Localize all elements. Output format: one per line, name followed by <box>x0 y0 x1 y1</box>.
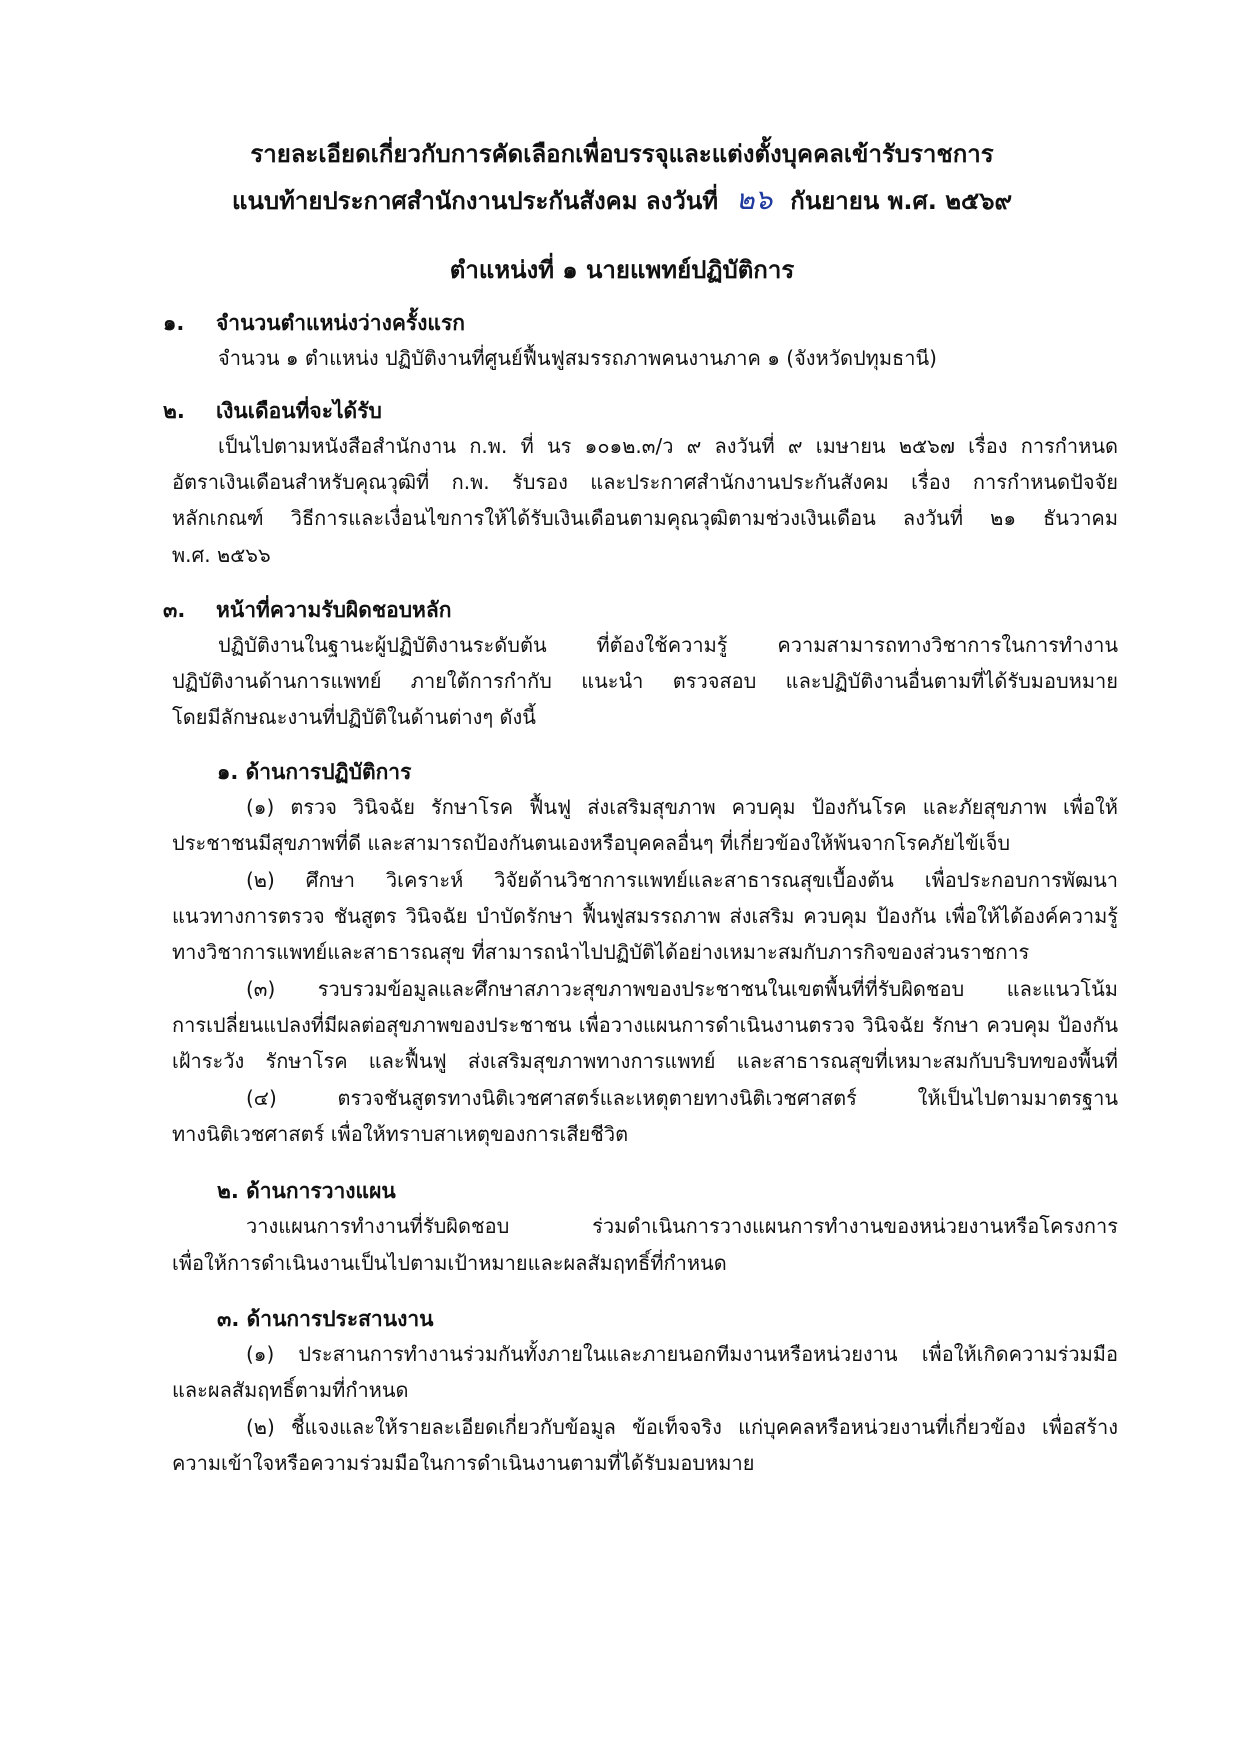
paragraph-line: ความเข้าใจหรือความร่วมมือในการดำเนินงานตามที่ได้รับมอบหมาย <box>172 1451 755 1475</box>
document-title-line-1: รายละเอียดเกี่ยวกับการคัดเลือกเพื่อบรรจุและแต่งตั้งบุคคลเข้ารับราชการ <box>250 140 994 168</box>
paragraph-line: ประชาชนมีสุขภาพที่ดี และสามารถป้องกันตนเองหรือบุคคลอื่นๆ ที่เกี่ยวข้องให้พ้นจากโรคภัยไข้เจ็บ <box>172 831 1011 855</box>
paragraph-line: โดยมีลักษณะงานที่ปฏิบัติในด้านต่างๆ ดังนี้ <box>172 705 536 729</box>
paragraph-line: (๒) ศึกษา วิเคราะห์ วิจัยด้านวิชาการแพทย์และสาธารณสุขเบื้องต้น เพื่อประกอบการพัฒนา <box>246 868 1118 892</box>
paragraph-line: (๑) ประสานการทำงานร่วมกันทั้งภายในและภายนอกทีมงานหรือหน่วยงาน เพื่อให้เกิดความร่วมมือ <box>246 1342 1118 1366</box>
paragraph-line: วางแผนการทำงานที่รับผิดชอบ ร่วมดำเนินการวางแผนการทำงานของหน่วยงานหรือโครงการ <box>246 1214 1118 1238</box>
section-number: ๑. <box>163 311 185 335</box>
paragraph-line: (๓) รวบรวมข้อมูลและศึกษาสภาวะสุขภาพของประชาชนในเขตพื้นที่ที่รับผิดชอบ และแนวโน้ม <box>246 977 1118 1001</box>
paragraph-line: พ.ศ. ๒๕๖๖ <box>172 543 271 567</box>
handwritten-day: ๒๖ <box>736 183 773 216</box>
paragraph-line: ทางวิชาการแพทย์และสาธารณสุข ที่สามารถนำไปปฏิบัติได้อย่างเหมาะสมกับภารกิจของส่วนราชการ <box>172 940 1030 964</box>
paragraph-line: เป็นไปตามหนังสือสำนักงาน ก.พ. ที่ นร ๑๐๑๒.๓/ว ๙ ลงวันที่ ๙ เมษายน ๒๕๖๗ เรื่อง การกำหนด <box>218 434 1118 458</box>
subsection-heading-coordination: ๓. ด้านการประสานงาน <box>217 1307 434 1331</box>
paragraph-line: (๒) ชี้แจงและให้รายละเอียดเกี่ยวกับข้อมูล ข้อเท็จจริง แก่บุคคลหรือหน่วยงานที่เกี่ยวข้อง เพื่อสร้าง <box>246 1415 1118 1439</box>
section-1-heading <box>163 307 1113 340</box>
position-title: ตำแหน่งที่ ๑ นายแพทย์ปฏิบัติการ <box>449 256 795 284</box>
section-number: ๒. <box>163 399 185 423</box>
paragraph-line: เพื่อให้การดำเนินงานเป็นไปตามเป้าหมายและผลสัมฤทธิ์ที่กำหนด <box>172 1251 727 1275</box>
section-3-heading <box>163 594 1113 627</box>
section-heading-text: หน้าที่ความรับผิดชอบหลัก <box>216 598 452 622</box>
document-title-line-2 <box>0 183 1244 216</box>
paragraph-line: (๑) ตรวจ วินิจฉัย รักษาโรค ฟื้นฟู ส่งเสริมสุขภาพ ควบคุม ป้องกันโรค และภัยสุขภาพ เพื่อให้ <box>246 795 1118 819</box>
title-prefix: แนบท้ายประกาศสำนักงานประกันสังคม ลงวันที่ <box>231 187 719 215</box>
paragraph-line: ทางนิติเวชศาสตร์ เพื่อให้ทราบสาเหตุของการเสียชีวิต <box>172 1122 629 1146</box>
paragraph-line: ปฏิบัติงานในฐานะผู้ปฏิบัติงานระดับต้น ที่ต้องใช้ความรู้ ความสามารถทางวิชาการในการทำงาน <box>218 633 1118 657</box>
paragraph-line: (๔) ตรวจชันสูตรทางนิติเวชศาสตร์และเหตุตายทางนิติเวชศาสตร์ ให้เป็นไปตามมาตรฐาน <box>246 1086 1118 1110</box>
paragraph-line: หลักเกณฑ์ วิธีการและเงื่อนไขการให้ได้รับเงินเดือนตามคุณวุฒิตามช่วงเงินเดือน ลงวันที่ ๒๑ ธันวาคม <box>172 506 1118 530</box>
title-suffix: กันยายน พ.ศ. ๒๕๖๙ <box>790 187 1013 215</box>
paragraph-line: เฝ้าระวัง รักษาโรค และฟื้นฟู ส่งเสริมสุขภาพทางการแพทย์ และสาธารณสุขที่เหมาะสมกับบริบทของพื้นที่ <box>172 1049 1118 1073</box>
paragraph-line: จำนวน ๑ ตำแหน่ง ปฏิบัติงานที่ศูนย์ฟื้นฟูสมรรถภาพคนงานภาค ๑ (จังหวัดปทุมธานี) <box>218 346 937 370</box>
subsection-heading-operations: ๑. ด้านการปฏิบัติการ <box>217 760 412 784</box>
paragraph-line: อัตราเงินเดือนสำหรับคุณวุฒิที่ ก.พ. รับรอง และประกาศสำนักงานประกันสังคม เรื่อง การกำหนดปัจจัย <box>172 470 1119 494</box>
paragraph-line: ปฏิบัติงานด้านการแพทย์ ภายใต้การกำกับ แนะนำ ตรวจสอบ และปฏิบัติงานอื่นตามที่ได้รับมอบหมาย <box>172 669 1118 693</box>
paragraph-line: การเปลี่ยนแปลงที่มีผลต่อสุขภาพของประชาชน เพื่อวางแผนการดำเนินงานตรวจ วินิจฉัย รักษา ควบคุม ป้องกัน <box>172 1013 1118 1037</box>
section-2-heading <box>163 395 1113 428</box>
paragraph-line: แนวทางการตรวจ ชันสูตร วินิจฉัย บำบัดรักษา ฟื้นฟูสมรรถภาพ ส่งเสริม ควบคุม ป้องกัน เพื่อให้ได้องค์ความรู้ <box>172 904 1118 928</box>
section-number: ๓. <box>163 598 186 622</box>
paragraph-line: และผลสัมฤทธิ์ตามที่กำหนด <box>172 1378 409 1402</box>
subsection-heading-planning: ๒. ด้านการวางแผน <box>217 1179 396 1203</box>
section-heading-text: เงินเดือนที่จะได้รับ <box>216 399 382 423</box>
section-heading-text: จำนวนตำแหน่งว่างครั้งแรก <box>216 311 465 335</box>
